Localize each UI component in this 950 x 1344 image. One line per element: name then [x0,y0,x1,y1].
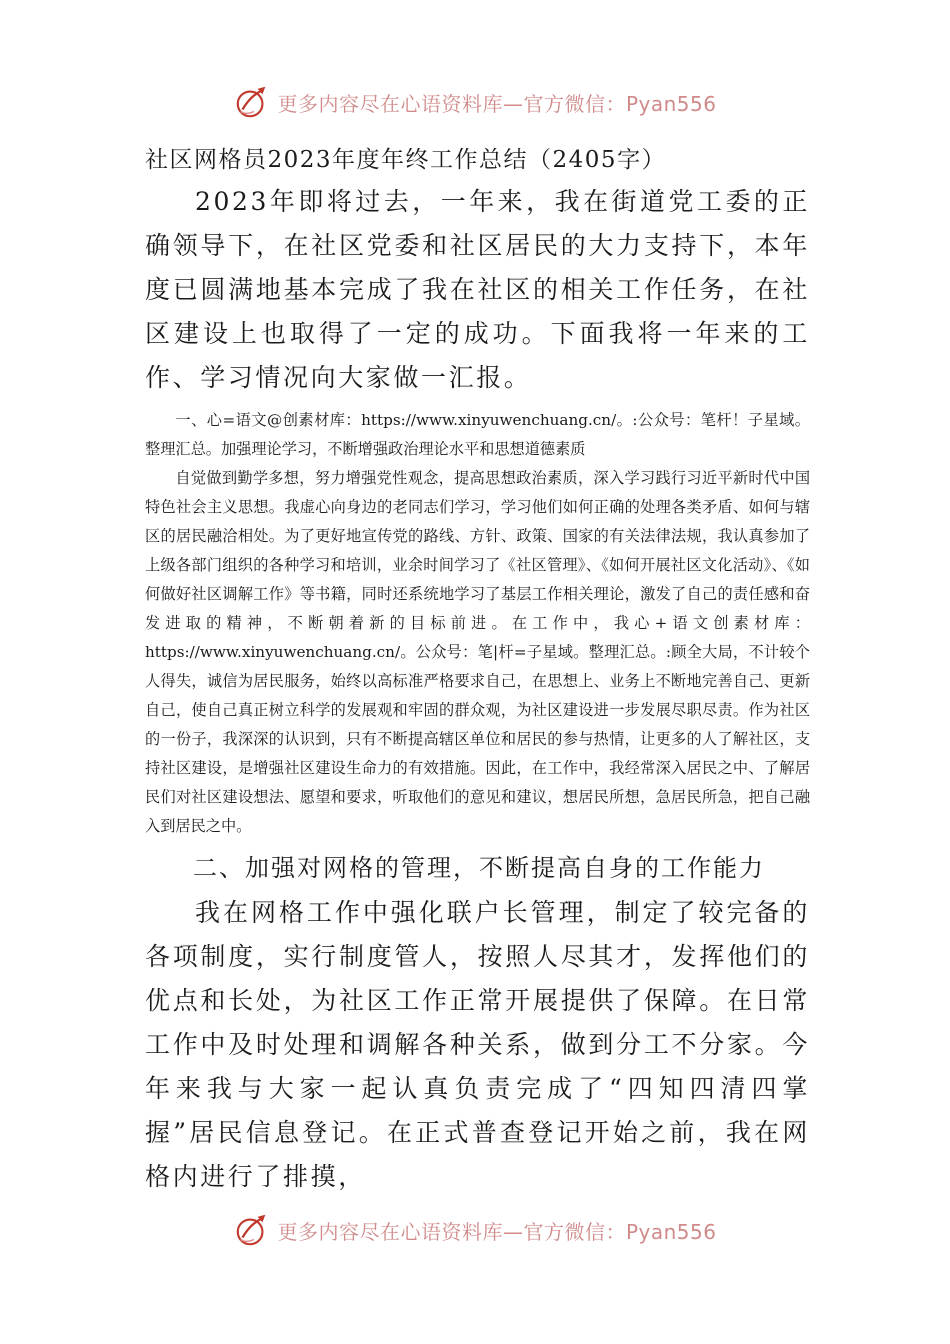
watermark-banner-bottom [0,1208,950,1252]
section1-heading: 一、心=语文@创素材库：https://www.xinyuwenchuang.cn/。:公众号：笔杆！子星域。整理汇总。加强理论学习，不断增强政治理论水平和思想道德素质 [145,411,810,458]
watermark-text: 更多内容尽在心语资料库—官方微信：Pyan556 [277,91,717,116]
pen-swirl-logo-icon [233,83,271,121]
watermark-text: 更多内容尽在心语资料库—官方微信：Pyan556 [277,1219,717,1244]
section2-heading: 二、加强对网格的管理，不断提高自身的工作能力 [193,854,765,882]
document-body [145,140,810,1199]
section2-body: 我在网格工作中强化联户长管理，制定了较完备的各项制度，实行制度管人，按照人尽其才，发挥他们的优点和长处，为社区工作正常开展提供了保障。在日常工作中及时处理和调解各种关系，做到分工不分家。今年来我与大家一起认真负责完成了“四知四清四掌握”居民信息登记。在正式普查登记开始之前，我在网格内进行了排摸， [145,898,810,1191]
document-title: 社区网格员2023年度年终工作总结（2405字） [145,147,667,173]
intro-paragraph: 2023年即将过去，一年来，我在街道党工委的正确领导下，在社区党委和社区居民的大力支持下，本年度已圆满地基本完成了我在社区的相关工作任务，在社区建设上也取得了一定的成功。下面我将一年来的工作、学习情况向大家做一汇报。 [145,187,810,392]
watermark-banner-top [0,80,950,124]
pen-swirl-logo-icon [233,1211,271,1249]
section1-body: 自觉做到勤学多想，努力增强党性观念，提高思想政治素质，深入学习践行习近平新时代中国特色社会主义思想。我虚心向身边的老同志们学习，学习他们如何正确的处理各类矛盾、如何与辖区的居民融洽相处。为了更好地宣传党的路线、方针、政策、国家的有关法律法规，我认真参加了上级各部门组织的各种学习和培训，业余时间学习了《社区管理》、《如何开展社区文化活动》、《如何做好社区调解工作》等书籍，同时还系统地学习了基层工作相关理论，激发了自己的责任感和奋发进取的精神，不断朝着新的目标前进。在工作中，我心+语文创素材库：https://www.xinyuwenchuang.cn/。公众号：笔|杆=子星域。整理汇总。:顾全大局，不计较个人得失，诚信为居民服务，始终以高标准严格要求自己，在思想上、业务上不断地完善自己、更新自己，使自己真正树立科学的发展观和牢固的群众观，为社区建设进一步发展尽职尽责。作为社区的一份子，我深深的认识到，只有不断提高辖区单位和居民的参与热情，让更多的人了解社区，支持社区建设，是增强社区建设生命力的有效措施。因此，在工作中，我经常深入居民之中、了解居民们对社区建设想法、愿望和要求，听取他们的意见和建议，想居民所想，急居民所急，把自己融入到居民之中。 [145,469,810,835]
